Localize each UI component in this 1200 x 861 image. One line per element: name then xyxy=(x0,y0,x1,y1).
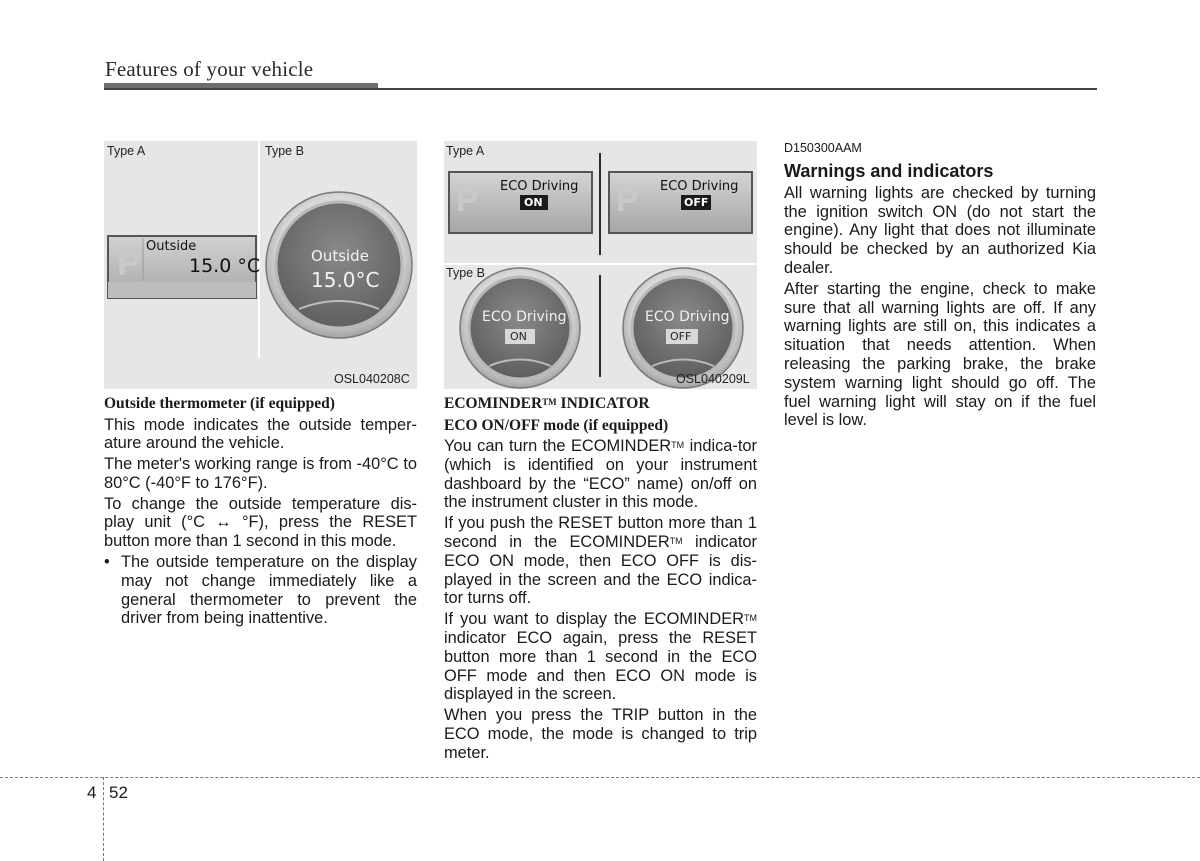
eco-off-badge-a: OFF xyxy=(684,196,709,209)
display-b-value: 15.0°C xyxy=(311,268,380,292)
column-outside-thermometer xyxy=(104,394,417,628)
figure-code: OSL040209L xyxy=(676,372,750,386)
display-b-title: Outside xyxy=(311,247,369,265)
paragraph: You can turn the ECOMINDER™ indica-tor (which is identified on your instrument dashboard by the “ECO” name) on/off on the instrument cluster in this mode. xyxy=(444,437,757,512)
header-rule-thin xyxy=(104,88,1097,90)
eco-on-badge-b: ON xyxy=(510,330,527,343)
column-eco-indicator xyxy=(444,394,757,765)
bullet-text: The outside temperature on the display may not change immediately like a general thermometer to prevent the driver from being inattentive. xyxy=(121,553,417,628)
eco-label-a-on: ECO Driving xyxy=(500,179,579,194)
eco-on-badge-a: ON xyxy=(524,196,543,209)
display-a-value: 15.0 °C xyxy=(189,255,261,277)
bullet-item xyxy=(104,553,417,628)
svg-text:P: P xyxy=(616,181,639,219)
svg-text:P: P xyxy=(117,242,142,283)
paragraph: If you push the RESET button more than 1 second in the ECOMINDER™ indicator ECO ON mode, then ECO OFF is dis-played in the screen and the ECO indica-tor turns off. xyxy=(444,514,757,608)
paragraph: This mode indicates the outside temper-ature around the vehicle. xyxy=(104,415,417,453)
caption-line-1: ECOMINDER™ INDICATOR xyxy=(444,395,650,412)
page-number: 52 xyxy=(109,783,128,802)
type-a-label: Type A xyxy=(446,144,485,158)
section-code: D150300AAM xyxy=(784,141,862,155)
paragraph: After starting the engine, check to make sure that all warning lights are off. If any warning lights are still on, this indicates a situation that needs attention. When releasing the parking brake, the brake system warning light should go off. The fuel warning light will stay on if the fuel level is low. xyxy=(784,279,1096,430)
type-b-label: Type B xyxy=(265,144,304,158)
paragraph: When you press the TRIP button in the ECO mode, the mode is changed to trip meter. xyxy=(444,706,757,762)
type-b-label: Type B xyxy=(446,266,485,280)
column-warnings xyxy=(784,139,1096,432)
footer-rule xyxy=(0,777,1200,778)
header-title: Features of your vehicle xyxy=(105,57,314,81)
eco-label-a-off: ECO Driving xyxy=(660,179,739,194)
paragraph: The meter's working range is from -40°C to 80°C (-40°F to 176°F). xyxy=(104,455,417,492)
paragraph: All warning lights are checked by turning the ignition switch ON (do not start the engine). Any light that does not illuminate should be checked by an authorized Kia dealer. xyxy=(784,183,1096,277)
figure-code: OSL040208C xyxy=(334,372,410,386)
bullet-dot: • xyxy=(104,553,110,572)
thermometer-displays xyxy=(104,141,417,389)
caption: Outside thermometer (if equipped) xyxy=(104,395,335,412)
paragraph: To change the outside temperature dis-play unit (°C ↔ °F), press the RESET button more than 1 second in this mode. xyxy=(104,494,417,551)
section-heading: Warnings and indicators xyxy=(784,160,994,181)
display-a-title: Outside xyxy=(146,239,197,254)
eco-label-b-off: ECO Driving xyxy=(645,309,730,325)
svg-text:P: P xyxy=(456,181,479,219)
type-a-label: Type A xyxy=(107,144,146,158)
caption-line-2: ECO ON/OFF mode (if equipped) xyxy=(444,416,669,434)
paragraph: If you want to display the ECOMINDER™ indicator ECO again, press the RESET button more than 1 second in the ECO OFF mode and then ECO ON mode is displayed in the screen. xyxy=(444,610,757,704)
chapter-number: 4 xyxy=(87,783,97,802)
footer-divider xyxy=(103,777,104,861)
eco-label-b-on: ECO Driving xyxy=(482,309,567,325)
eco-off-badge-b: OFF xyxy=(670,330,692,343)
